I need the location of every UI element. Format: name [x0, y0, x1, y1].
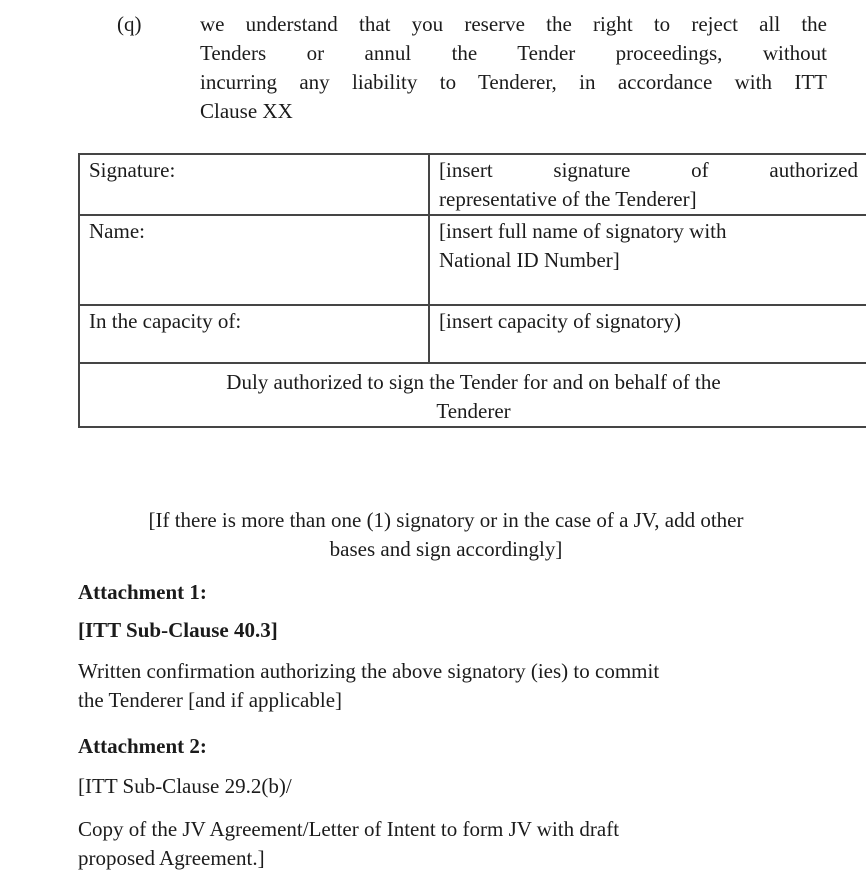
- attachment2-description-line: proposed Agreement.]: [78, 846, 265, 870]
- clause-q-text: [200, 10, 827, 126]
- authorization-cell: [79, 363, 866, 427]
- clause-q-text-line: incurring any liability to Tenderer, in accordance with ITT: [200, 70, 827, 94]
- signature-value-line: representative of the Tenderer]: [439, 187, 697, 211]
- capacity-label-cell: [79, 305, 429, 363]
- clause-q-text-line: we understand that you reserve the right to reject all the: [200, 12, 827, 36]
- jv-signatory-note-line: [If there is more than one (1) signatory or in the case of a JV, add other: [148, 508, 744, 532]
- authorization-line: Duly authorized to sign the Tender for and on behalf of the: [226, 370, 721, 394]
- clause-q: [117, 10, 827, 126]
- signature-table: [78, 153, 866, 428]
- jv-signatory-note-line: bases and sign accordingly]: [329, 537, 563, 561]
- signature-label: Signature:: [89, 158, 176, 182]
- attachment2-description: [78, 815, 828, 873]
- table-row-capacity: [79, 305, 866, 363]
- signature-table-body: [79, 154, 866, 427]
- jv-signatory-note: [64, 506, 828, 564]
- table-row-signature: [79, 154, 866, 215]
- signature-value-line: [insert signature of authorized: [439, 158, 858, 182]
- signature-value-cell: [429, 154, 866, 215]
- clause-q-text-line: Tenders or annul the Tender proceedings, without: [200, 41, 827, 65]
- attachment1-description-line: Written confirmation authorizing the above signatory (ies) to commit: [78, 659, 660, 683]
- attachment1-clause-ref: [ITT Sub-Clause 40.3]: [78, 618, 278, 642]
- clause-q-text-line: Clause XX: [200, 99, 293, 123]
- attachment2-description-line: Copy of the JV Agreement/Letter of Intent to form JV with draft: [78, 817, 620, 841]
- authorization-line: Tenderer: [436, 399, 511, 423]
- table-row-authorization: [79, 363, 866, 427]
- signature-label-cell: [79, 154, 429, 215]
- attachment2-title: Attachment 2:: [78, 734, 207, 758]
- capacity-value-cell: [429, 305, 866, 363]
- attachment1-title: Attachment 1:: [78, 580, 207, 604]
- name-value-line: [insert full name of signatory with: [439, 219, 727, 243]
- name-value-cell: [429, 215, 866, 305]
- attachment1-description-line: the Tenderer [and if applicable]: [78, 688, 343, 712]
- name-label-cell: [79, 215, 429, 305]
- capacity-value-line: [insert capacity of signatory): [439, 309, 681, 333]
- table-row-name: [79, 215, 866, 305]
- attachment1-description: [78, 657, 828, 715]
- attachment2-clause-ref: [ITT Sub-Clause 29.2(b)/: [78, 774, 292, 798]
- clause-q-label: (q): [117, 12, 142, 36]
- capacity-label: In the capacity of:: [89, 309, 242, 333]
- name-value-line: National ID Number]: [439, 248, 620, 272]
- name-label: Name:: [89, 219, 145, 243]
